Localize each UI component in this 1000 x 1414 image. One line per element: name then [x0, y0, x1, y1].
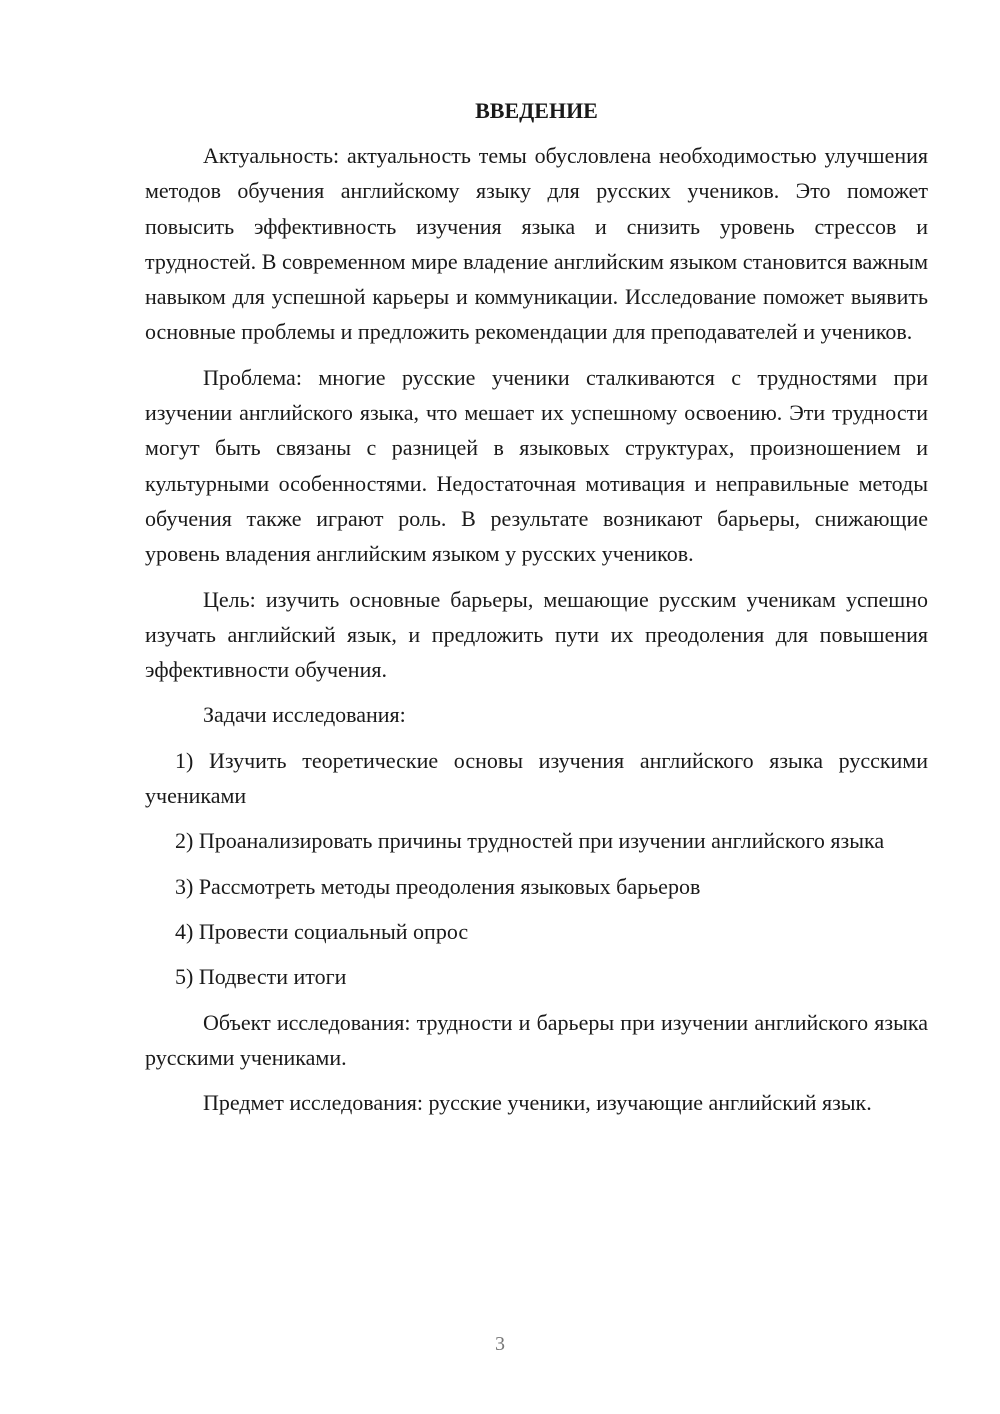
task-item-3: 3) Рассмотреть методы преодоления языковых барьеров [175, 873, 701, 899]
subject-paragraph: Предмет исследования: русские ученики, изучающие английский язык. [203, 1090, 872, 1116]
goal-paragraph: Цель: изучить основные барьеры, мешающие русским ученикам успешно изучать английский язык, и предложить пути их преодоления для повышения эффективности обучения. [145, 586, 928, 683]
task-item-1: 1) Изучить теоретические основы изучения английского языка русскими учениками [145, 747, 928, 809]
task-item-4: 4) Провести социальный опрос [175, 918, 469, 944]
relevance-paragraph: Актуальность: актуальность темы обусловлена необходимостью улучшения методов обучения английскому языку для русских учеников. Это поможет повысить эффективность изучения языка и снизить уровень стрессов и трудностей. В современном мире владение английским языком становится важным навыком для успешной карьеры и коммуникации. Исследование поможет выявить основные проблемы и предложить рекомендации для преподавателей и учеников. [145, 143, 928, 345]
page-title: ВВЕДЕНИЕ [475, 98, 598, 123]
document-page [145, 96, 928, 1130]
object-paragraph: Объект исследования: трудности и барьеры при изучении английского языка русскими учениками. [145, 1009, 928, 1070]
tasks-heading: Задачи исследования: [203, 702, 406, 728]
task-item-5: 5) Подвести итоги [175, 964, 347, 990]
page-number: 3 [495, 1333, 505, 1355]
problem-paragraph: Проблема: многие русские ученики сталкиваются с трудностями при изучении английского языка, что мешает их успешному освоению. Эти трудности могут быть связаны с разницей в языковых структурах, произношением и культурными особенностями. Недостаточная мотивация и неправильные методы обучения также играют роль. В результате возникают барьеры, снижающие уровень владения английским языком у русских учеников. [145, 364, 928, 567]
task-item-2: 2) Проанализировать причины трудностей при изучении английского языка [175, 828, 885, 854]
